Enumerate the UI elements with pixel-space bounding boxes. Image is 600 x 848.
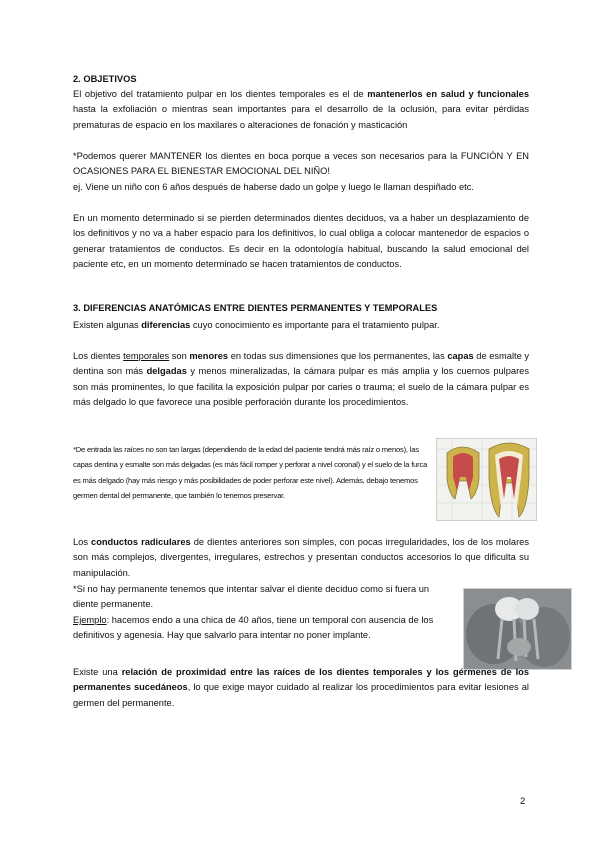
bold-text: capas	[447, 351, 474, 361]
text-run: hasta la exfoliación o mientras sean importantes para el desarrollo de la oclusión, para evitar pérdidas prematuras de espacio en los maxilares o alteraciones de fonación y masticación	[73, 104, 529, 130]
text-run: , lo que exige mayor cuidado al realizar los procedimientos para evitar lesiones al germen del permanente.	[73, 682, 529, 708]
page-number: 2	[520, 796, 526, 807]
text-run: de dientes anteriores son simples, con pocas irregularidades, los de los molares son más complejos, divergentes, irregulares, estrechos y presentan conductos accesorios lo que dificulta su manipulación.	[73, 537, 529, 578]
section-3-heading: 3. DIFERENCIAS ANATÓMICAS ENTRE DIENTES PERMANENTES Y TEMPORALES	[73, 303, 438, 313]
section-3-paragraph-canals	[73, 535, 529, 581]
bold-text: relación de proximidad entre las raíces de los dientes temporales y los gérmenes de los permanentes sucedáneos	[73, 667, 529, 693]
bold-text: diferencias	[141, 320, 191, 330]
text-run: El objetivo del tratamiento pulpar en los dientes temporales es el de	[73, 89, 368, 99]
section-2-paragraph-2: En un momento determinado si se pierden determinados dientes deciduos, va a haber un desplazamiento de los definitivos y no va a haber espacio para los definitivos, lo cual obliga a colocar mantenedor de espacios o generar tratamientos de conductos. Es decir en la odontología habitual, buscando la salud emocional del paciente etc, en un momento determinado se hacen tratamientos de conductos.	[73, 213, 529, 270]
text-run: Existe una	[73, 667, 122, 677]
xray-figure	[463, 588, 572, 670]
section-3-note-roots: *De entrada las raíces no son tan largas (dependiendo de la edad del paciente tendrá más raíz o menos), las capas dentina y esmalte son más delgadas (es más fácil romper y perforar a nivel coronal) y el suelo de la furca es más delgado (hay más riesgo y más posibilidades de poder perforar este nivel). Además, debajo tenemos germen dental del permanente, que también lo tenemos preservar.	[73, 445, 428, 501]
section-2-heading: 2. OBJETIVOS	[73, 74, 137, 84]
section-3-example	[73, 613, 453, 644]
section-2-note-1: *Podemos querer MANTENER los dientes en boca porque a veces son necesarios para la FUNCIÓN Y EN OCASIONES PARA EL BIENESTAR EMOCIONAL DEL NIÑO!	[73, 151, 529, 177]
section-2-paragraph-1	[73, 87, 529, 133]
text-run: y menos mineralizadas, la cámara pulpar es más amplia y los cuernos pulpares son más prominentes, lo que facilita la exposición pulpar por caries o trauma; el suelo de la cámara pulpar es más delgado lo que favorece una posible perforación durante los procedimientos.	[73, 366, 529, 408]
text-run: en todas sus dimensiones que los permanentes, las	[228, 351, 448, 361]
section-3-paragraph-teeth	[73, 349, 529, 411]
section-2-note-2: ej. Viene un niño con 6 años después de haberse dado un golpe y luego le llaman despiñado etc.	[73, 182, 474, 192]
tooth-diagram-figure	[436, 438, 537, 521]
text-run: son	[169, 351, 190, 361]
section-3-note-permanent: *Si no hay permanente tenemos que intentar salvar el diente deciduo como si fuera un diente permanente.	[73, 584, 430, 610]
underlined-text: temporales	[123, 351, 170, 361]
text-run: Los dientes	[73, 351, 124, 361]
bold-text: menores	[189, 351, 229, 361]
example-label: Ejemplo	[73, 615, 107, 625]
section-3-intro	[73, 318, 529, 333]
tooth-diagram-illustration	[437, 439, 536, 520]
text-run: de esmalte y dentina son más	[73, 351, 530, 377]
bold-text: conductos radiculares	[91, 537, 191, 547]
bold-text: mantenerlos en salud y funcionales	[367, 89, 530, 99]
text-run: Los	[73, 537, 92, 547]
text-run: Existen algunas	[73, 320, 142, 330]
bold-text: delgadas	[146, 366, 187, 377]
text-run: cuyo conocimiento es importante para el tratamiento pulpar.	[190, 320, 440, 330]
xray-image	[464, 589, 571, 669]
text-run: : hacemos endo a una chica de 40 años, tiene un temporal con ausencia de los definitivos y agenesia. Hay que salvarlo para intentar no poner implante.	[73, 615, 434, 641]
section-3-paragraph-proximity	[73, 665, 529, 711]
